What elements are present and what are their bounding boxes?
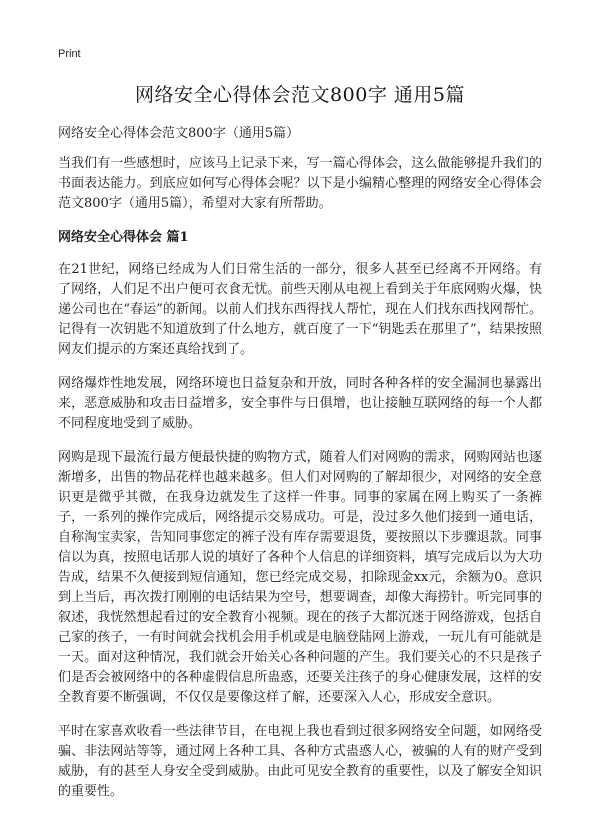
intro-paragraph: 当我们有一些感想时，应该马上记录下来，写一篇心得体会，这么做能够提升我们的书面表达能力。到底应如何写心得体会呢？以下是小编精心整理的网络安全心得体会范文800字（通用5篇），希望对大家有所帮助。 — [58, 156, 542, 211]
body-paragraph-1: 在21世纪，网络已经成为人们日常生活的一部分，很多人甚至已经离不开网络。有了网络，人们足不出户便可衣食无忧。前些天刚从电视上看到关于年底网购火爆，快递公司也在“春运”的新闻。以前人们找东西得找人帮忙，现在人们找东西找网帮忙。记得有一次钥匙不知道放到了什么地方，就百度了一下“钥匙丢在那里了”，结果按照网友们提示的方案还真给找到了。 — [58, 262, 542, 357]
document-body — [58, 124, 542, 816]
body-paragraph-3: 网购是现下最流行最方便最快捷的购物方式，随着人们对网购的需求，网购网站也逐渐增多，出售的物品花样也越来越多。但人们对网购的了解却很少，对网络的安全意识更是微乎其微，在我身边就发生了这样一件事。同事的家属在网上购买了一条裤子，一系列的操作完成后，网络提示交易成功。可是，没过多久他们接到一通电话，自称淘宝卖家，告知同事您定的裤子没有库存需要退货，要按照以下步骤退款。同事信以为真，按照电话那人说的填好了各种个人信息的详细资料，填写完成后以为大功告成，结果不久便接到短信通知，您已经完成交易，扣除现金xx元，余额为0。意识到上当后，再次拨打刚刚的电话结果为空号，想要调查，却像大海捞针。听完同事的叙述，我恍然想起看过的安全教育小视频。现在的孩子大都沉迷于网络游戏，包括自己家的孩子，一有时间就会找机会用手机或是电脑登陆网上游戏，一玩儿有可能就是一天。面对这种情况，我们就会开始关心各种问题的产生。我们要关心的不只是孩子们是否会被网络中的各种虚假信息所蛊惑，还要关注孩子的身心健康发展，这样的安全教育要不断强调，不仅仅是要像这样了解，还要深入人心，形成安全意识。 — [58, 450, 542, 705]
page-title: 网络安全心得体会范文800字 通用5篇 — [135, 84, 465, 106]
body-paragraph-2: 网络爆炸性地发展，网络环境也日益复杂和开放，同时各种各样的安全漏洞也暴露出来，恶意威胁和攻击日益增多，安全事件与日俱增，也让接触互联网络的每一个人都不同程度地受到了威胁。 — [58, 376, 542, 431]
section-heading: 网络安全心得体会 篇1 — [58, 230, 189, 245]
body-paragraph-4: 平时在家喜欢收看一些法律节目，在电视上我也看到过很多网络安全问题，如网络受骗、非法网站等等，通过网上各种工具、各种方式蛊惑人心，被骗的人有的财产受到威胁，有的甚至人身安全受到威胁。由此可见安全教育的重要性，以及了解安全知识的重要性。 — [58, 724, 542, 799]
document-subtitle: 网络安全心得体会范文800字（通用5篇） — [58, 126, 300, 141]
print-link[interactable]: Print — [58, 48, 81, 60]
